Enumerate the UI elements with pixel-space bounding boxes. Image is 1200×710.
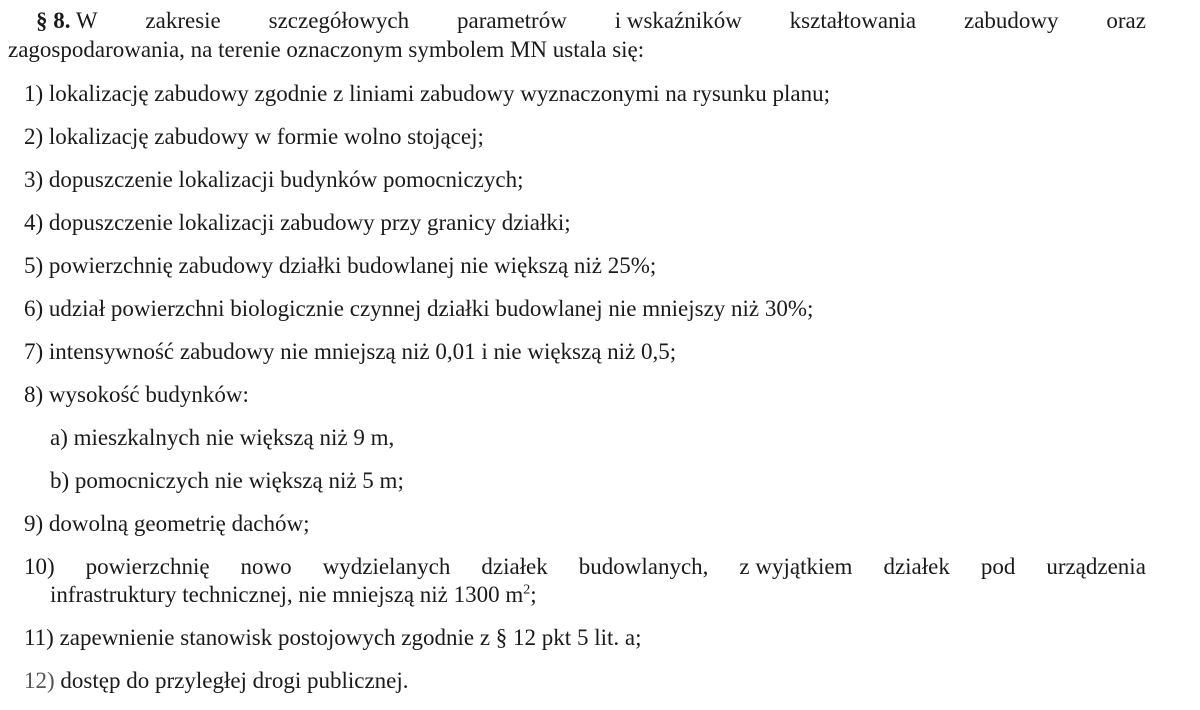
sub-list-item-text: pomocniczych nie większą niż 5 m;	[74, 468, 404, 493]
list-item	[24, 296, 813, 322]
list-item-label: 11)	[24, 625, 54, 650]
paragraph-word: szczegółowych	[268, 8, 410, 33]
list-item	[24, 124, 484, 150]
list-item-text-end: ;	[530, 582, 537, 607]
sub-list-item-label: a)	[50, 425, 68, 450]
list-item	[24, 167, 523, 193]
sub-list-item-text: mieszkalnych nie większą niż 9 m,	[73, 425, 395, 450]
paragraph-word: oraz	[1106, 8, 1146, 33]
list-item-label: 12)	[24, 668, 55, 693]
list-item-text: lokalizację zabudowy w formie wolno stojącej;	[48, 124, 484, 149]
list-item-word: budowlanych,	[578, 554, 709, 579]
sub-list-item	[50, 468, 404, 494]
sub-list-item-label: b)	[50, 468, 70, 493]
paragraph-second-line: zagospodarowania, na terenie oznaczonym symbolem MN ustala się:	[8, 37, 645, 62]
list-item	[24, 81, 830, 107]
list-item-text: infrastruktury technicznej, nie mniejszą niż 1300 m	[50, 582, 524, 607]
list-item-word: nowo	[240, 554, 292, 579]
list-item-text: powierzchnię zabudowy działki budowlanej nie większą niż 25%;	[48, 253, 657, 278]
list-item	[24, 382, 249, 408]
list-item-label: 8)	[24, 382, 44, 407]
list-item-label: 5)	[24, 253, 44, 278]
superscript: 2	[523, 582, 531, 598]
list-item-text: dopuszczenie lokalizacji budynków pomocniczych;	[48, 167, 524, 192]
list-item	[24, 339, 676, 365]
list-item-label: 9)	[24, 511, 44, 536]
list-item-label: 3)	[24, 167, 44, 192]
list-item	[24, 625, 641, 651]
list-item	[24, 253, 656, 279]
list-item-text: udział powierzchni biologicznie czynnej działki budowlanej nie mniejszy niż 30%;	[48, 296, 814, 321]
paragraph-word: zabudowy	[964, 8, 1059, 33]
list-item-label: 2)	[24, 124, 44, 149]
list-item-label: 6)	[24, 296, 44, 321]
list-item-word: działek	[883, 554, 950, 579]
list-item-label: 10)	[24, 554, 55, 579]
paragraph-word: parametrów	[456, 8, 567, 33]
list-item-word: z wyjątkiem	[739, 554, 853, 579]
list-item-text: zapewnienie stanowisk postojowych zgodnie z § 12 pkt 5 lit. a;	[59, 625, 642, 650]
paragraph-word: kształtowania	[789, 8, 917, 33]
list-item-10-second-line	[50, 582, 537, 608]
list-item-label: 7)	[24, 339, 44, 364]
list-item	[24, 210, 571, 236]
paragraph-lead	[36, 8, 98, 34]
list-item-word: wydzielanych	[322, 554, 451, 579]
paragraph-word: zakresie	[145, 8, 221, 33]
paragraph-word: i wskaźników	[614, 8, 742, 33]
sub-list-item	[50, 425, 394, 451]
list-item-text: intensywność zabudowy nie mniejszą niż 0,01 i nie większą niż 0,5;	[48, 339, 677, 364]
list-item-label: 1)	[24, 81, 44, 106]
list-item	[24, 511, 310, 537]
list-item-10-first-line	[24, 554, 1146, 580]
list-item-word: powierzchnię	[85, 554, 210, 579]
list-item-word: działek	[481, 554, 548, 579]
paragraph-word: W	[75, 8, 98, 33]
list-item-word: urządzenia	[1046, 554, 1146, 579]
paragraph-first-line	[36, 8, 1146, 34]
list-item-text: lokalizację zabudowy zgodnie z liniami zabudowy wyznaczonymi na rysunku planu;	[48, 81, 831, 106]
list-item-text: dostęp do przyległej drogi publicznej.	[60, 668, 409, 693]
list-item	[24, 668, 409, 694]
list-item-label: 4)	[24, 210, 44, 235]
paragraph-number: § 8.	[36, 8, 71, 33]
list-item-word: pod	[980, 554, 1016, 579]
list-item-text: wysokość budynków:	[48, 382, 249, 407]
list-item-text: dowolną geometrię dachów;	[48, 511, 310, 536]
list-item-text: dopuszczenie lokalizacji zabudowy przy granicy działki;	[48, 210, 571, 235]
